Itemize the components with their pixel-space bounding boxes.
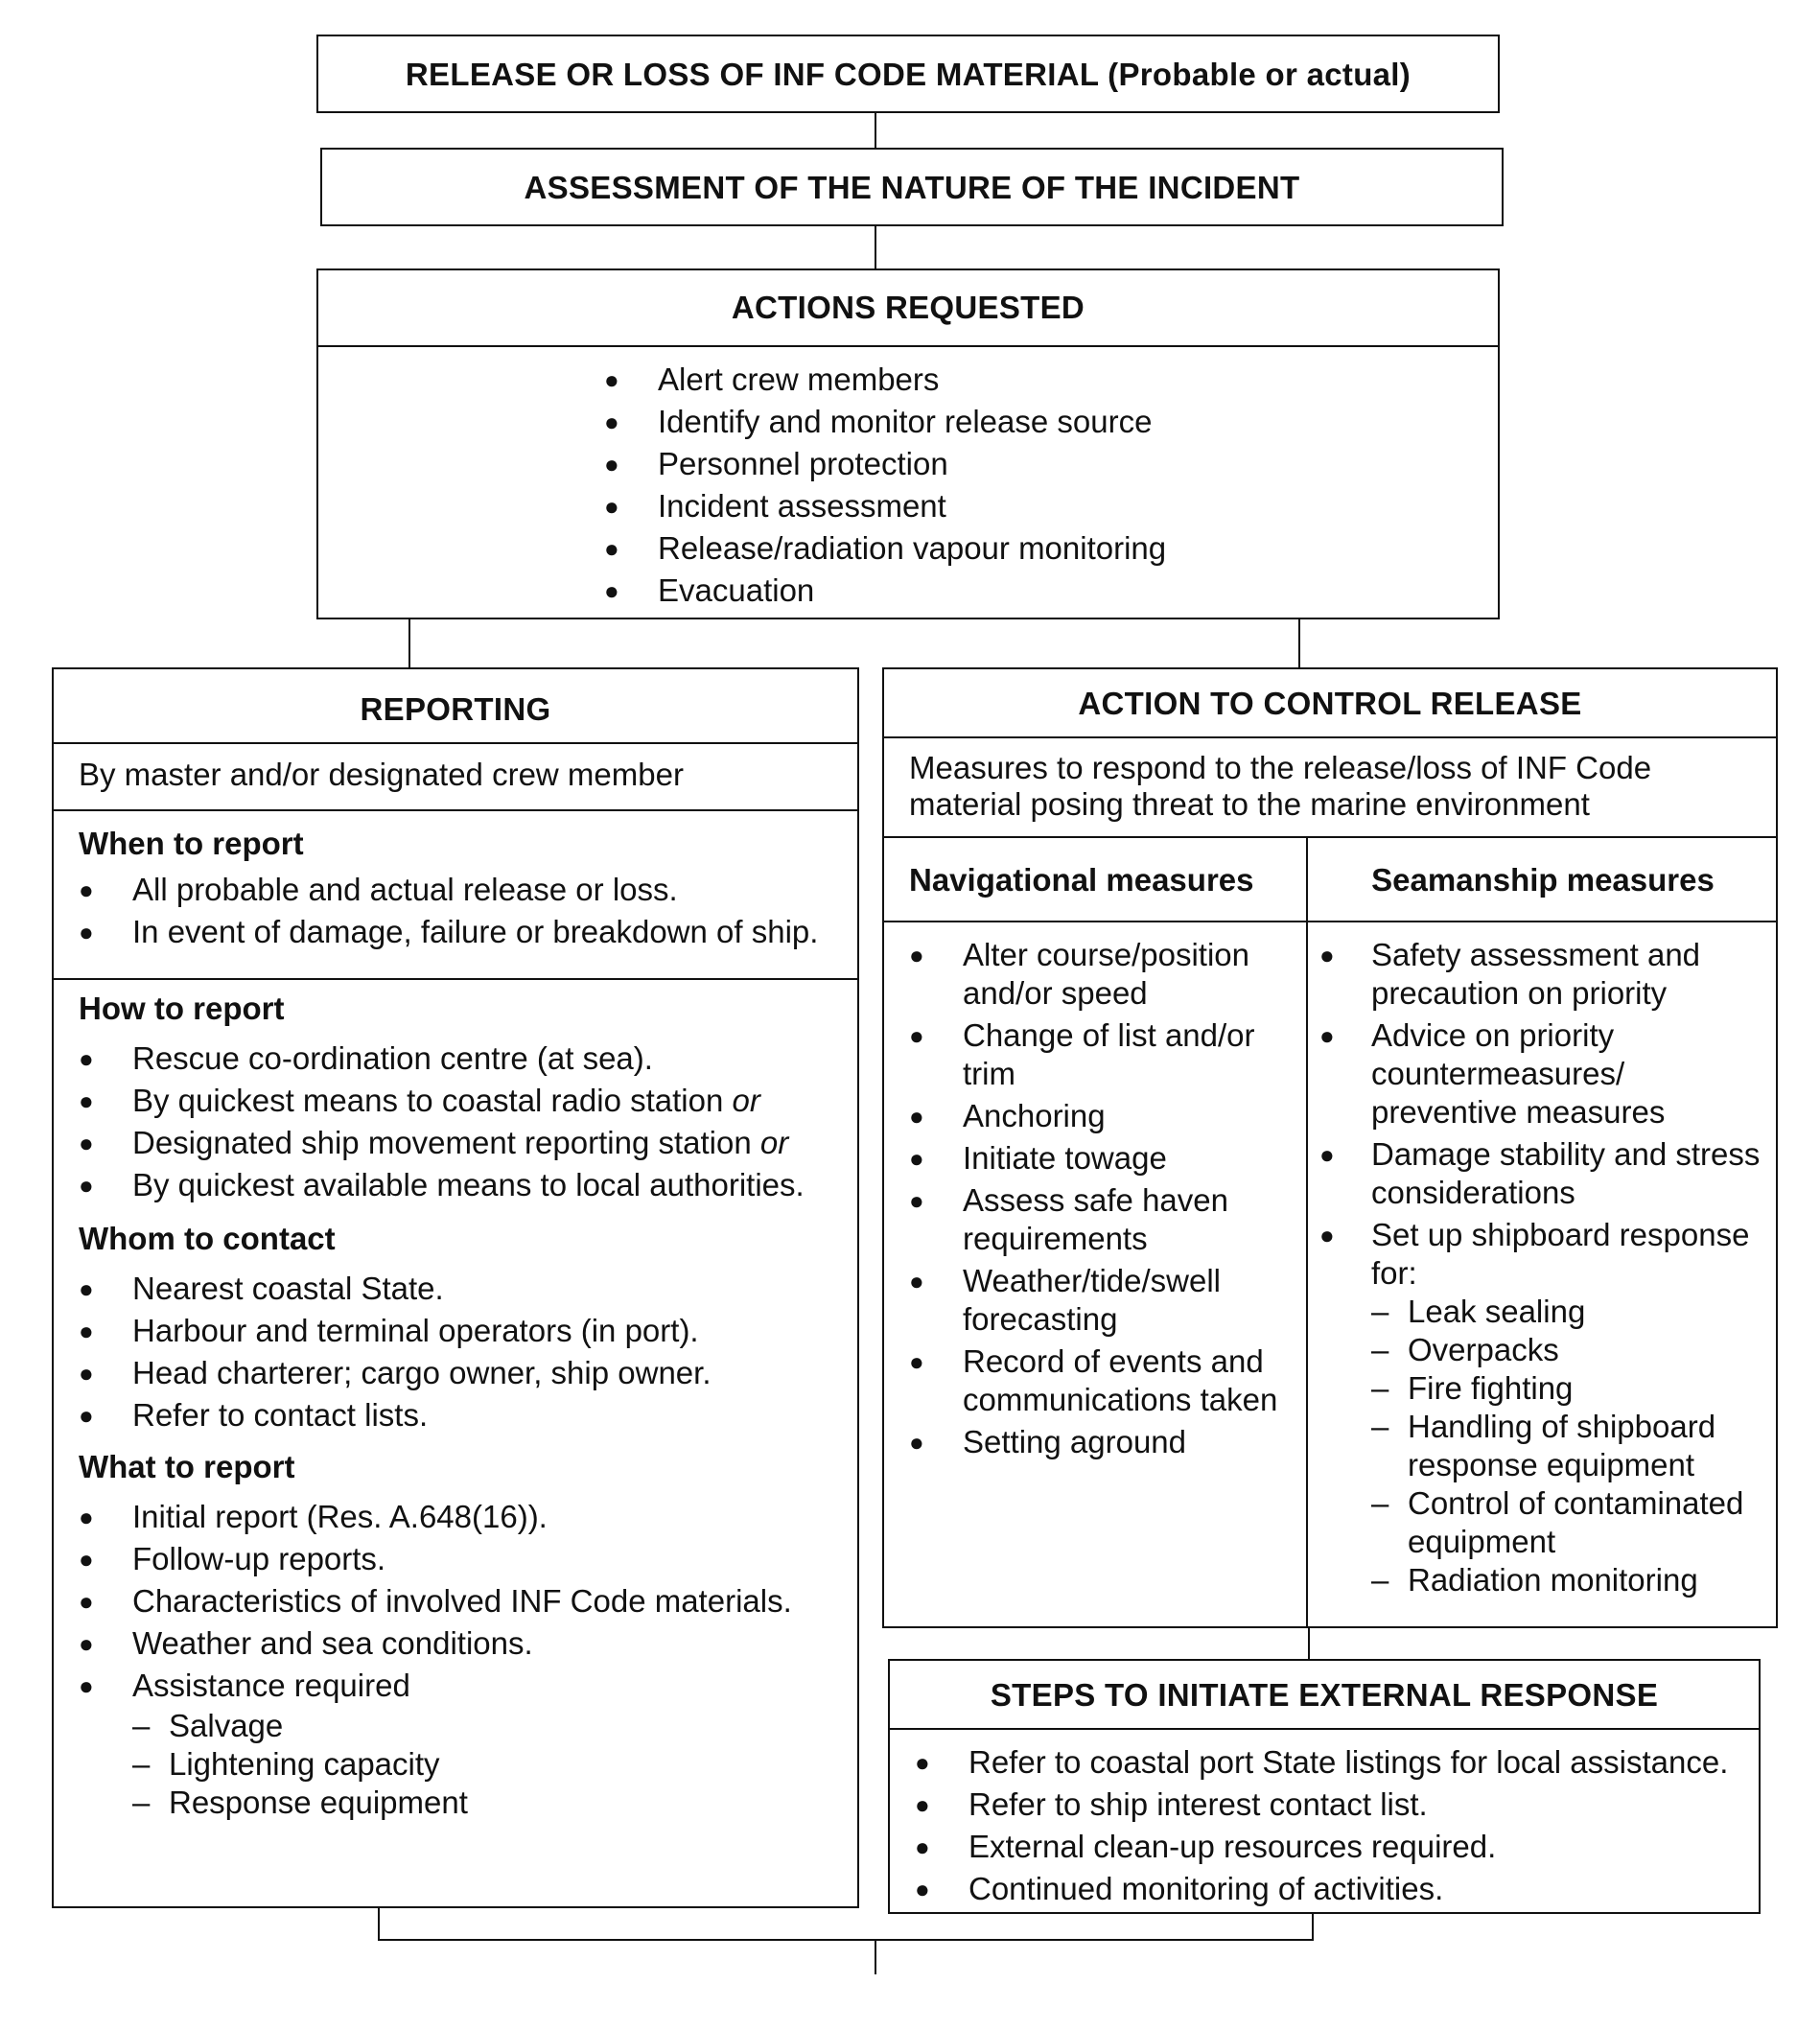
external-item: ● External clean-up resources required. — [915, 1826, 1749, 1868]
actions-item: ● Personnel protection — [604, 443, 1166, 485]
how-heading: How to report — [79, 991, 285, 1026]
navigational-item: ● Anchoring — [909, 1097, 1302, 1135]
navigational-item: ● Assess safe haven requirements — [909, 1181, 1302, 1258]
whom-list — [79, 1268, 848, 1436]
reporting-subtitle: By master and/or designated crew member — [79, 757, 684, 792]
external-box — [888, 1659, 1761, 1914]
actions-item: ● Alert crew members — [604, 359, 1166, 401]
external-title: STEPS TO INITIATE EXTERNAL RESPONSE — [990, 1677, 1659, 1713]
seamanship-subitem: – Overpacks — [1371, 1331, 1774, 1369]
what-item: ● Weather and sea conditions. — [79, 1622, 848, 1665]
actions-item: ● Incident assessment — [604, 485, 1166, 527]
control-divider-3 — [884, 921, 1776, 922]
seamanship-heading: Seamanship measures — [1371, 862, 1715, 898]
when-section — [79, 823, 848, 953]
navigational-item: ● Change of list and/or trim — [909, 1016, 1302, 1093]
how-item-text: By quickest means to coastal radio station — [132, 1083, 733, 1118]
what-subitem: – Lightening capacity — [132, 1745, 848, 1784]
external-item: ● Refer to ship interest contact list. — [915, 1784, 1749, 1826]
navigational-item: ● Weather/tide/swell forecasting — [909, 1262, 1302, 1339]
navigational-item: ● Alter course/position and/or speed — [909, 936, 1302, 1013]
connector-external-bottom — [1312, 1913, 1314, 1941]
what-heading: What to report — [79, 1449, 295, 1484]
seamanship-subitem: – Radiation monitoring — [1371, 1561, 1774, 1599]
connector-bottom-join — [378, 1939, 1314, 1941]
when-item: ● All probable and actual release or loss. — [79, 869, 848, 911]
release-box — [316, 35, 1500, 113]
control-box — [882, 667, 1778, 1628]
connector-actions-reporting — [408, 617, 410, 669]
release-title: RELEASE OR LOSS OF INF CODE MATERIAL (Probable or actual) — [405, 57, 1412, 92]
control-title: ACTION TO CONTROL RELEASE — [1078, 686, 1582, 721]
seamanship-list — [1319, 936, 1774, 1293]
control-divider-1 — [884, 736, 1776, 738]
what-subitem: – Response equipment — [132, 1784, 848, 1822]
actions-item: ● Evacuation — [604, 570, 1166, 612]
control-column-divider — [1306, 836, 1308, 1628]
what-item: ● Assistance required — [79, 1665, 848, 1707]
navigational-item: ● Record of events and communications taken — [909, 1342, 1302, 1419]
what-item: ● Initial report (Res. A.648(16)). — [79, 1496, 848, 1538]
how-item — [79, 1164, 848, 1206]
actions-item: ● Identify and monitor release source — [604, 401, 1166, 443]
seamanship-item: ● Safety assessment and precaution on priority — [1319, 936, 1774, 1013]
reporting-title: REPORTING — [360, 691, 551, 727]
reporting-divider-1 — [54, 742, 857, 744]
seamanship-item: ● Set up shipboard response for: — [1319, 1216, 1774, 1293]
whom-item: ● Head charterer; cargo owner, ship owner. — [79, 1352, 848, 1394]
whom-heading: Whom to contact — [79, 1221, 336, 1256]
how-item-suffix: or — [759, 1125, 789, 1160]
seamanship-item: ● Advice on priority countermeasures/ preventive measures — [1319, 1016, 1774, 1132]
actions-item: ● Release/radiation vapour monitoring — [604, 527, 1166, 570]
navigational-item: ● Initiate towage — [909, 1139, 1302, 1178]
external-item: ● Continued monitoring of activities. — [915, 1868, 1749, 1910]
assessment-title: ASSESSMENT OF THE NATURE OF THE INCIDENT — [524, 170, 1300, 205]
how-list — [79, 1038, 848, 1206]
what-list — [79, 1496, 848, 1707]
navigational-item: ● Setting aground — [909, 1423, 1302, 1461]
reporting-divider-3 — [54, 978, 857, 980]
external-list — [915, 1741, 1749, 1910]
how-item-text: By quickest available means to local authorities. — [132, 1167, 805, 1202]
what-sublist — [132, 1707, 848, 1822]
connector-assessment-actions — [875, 224, 876, 270]
seamanship-sublist — [1371, 1293, 1774, 1599]
how-item — [79, 1122, 848, 1164]
reporting-box — [52, 667, 859, 1908]
what-subitem: – Salvage — [132, 1707, 848, 1745]
seamanship-subitem: – Leak sealing — [1371, 1293, 1774, 1331]
control-description: Measures to respond to the release/loss of INF Code material posing threat to the marine environment — [909, 750, 1652, 822]
seamanship-subitem: – Handling of shipboard response equipment — [1371, 1408, 1774, 1484]
navigational-heading: Navigational measures — [909, 862, 1254, 898]
how-item — [79, 1038, 848, 1080]
external-item: ● Refer to coastal port State listings for local assistance. — [915, 1741, 1749, 1784]
when-item: ● In event of damage, failure or breakdown of ship. — [79, 911, 848, 953]
whom-section — [79, 1218, 848, 1436]
how-item — [79, 1080, 848, 1122]
seamanship-item: ● Damage stability and stress considerations — [1319, 1135, 1774, 1212]
what-section — [79, 1446, 848, 1822]
external-divider — [890, 1728, 1759, 1730]
connector-actions-control — [1298, 617, 1300, 669]
how-item-text: Designated ship movement reporting station — [132, 1125, 760, 1160]
whom-item: ● Refer to contact lists. — [79, 1394, 848, 1436]
how-section — [79, 988, 848, 1206]
how-item-text: Rescue co-ordination centre (at sea). — [132, 1040, 653, 1076]
when-heading: When to report — [79, 826, 304, 861]
seamanship-subitem: – Control of contaminated equipment — [1371, 1484, 1774, 1561]
what-item: ● Follow-up reports. — [79, 1538, 848, 1580]
whom-item: ● Harbour and terminal operators (in port). — [79, 1310, 848, 1352]
actions-list — [604, 359, 1166, 612]
assessment-box — [320, 148, 1504, 226]
control-divider-2 — [884, 836, 1776, 838]
reporting-divider-2 — [54, 809, 857, 811]
connector-release-assessment — [875, 111, 876, 150]
actions-title: ACTIONS REQUESTED — [731, 290, 1085, 325]
when-list — [79, 869, 848, 953]
connector-bottom-out — [875, 1941, 876, 1974]
what-item: ● Characteristics of involved INF Code materials. — [79, 1580, 848, 1622]
navigational-list — [909, 936, 1302, 1465]
whom-item: ● Nearest coastal State. — [79, 1268, 848, 1310]
how-item-suffix: or — [732, 1083, 760, 1118]
actions-divider — [318, 345, 1498, 347]
actions-box — [316, 268, 1500, 619]
connector-reporting-bottom — [378, 1906, 380, 1941]
seamanship-subitem: – Fire fighting — [1371, 1369, 1774, 1408]
seamanship-section — [1319, 936, 1774, 1599]
connector-control-external — [1308, 1626, 1310, 1661]
